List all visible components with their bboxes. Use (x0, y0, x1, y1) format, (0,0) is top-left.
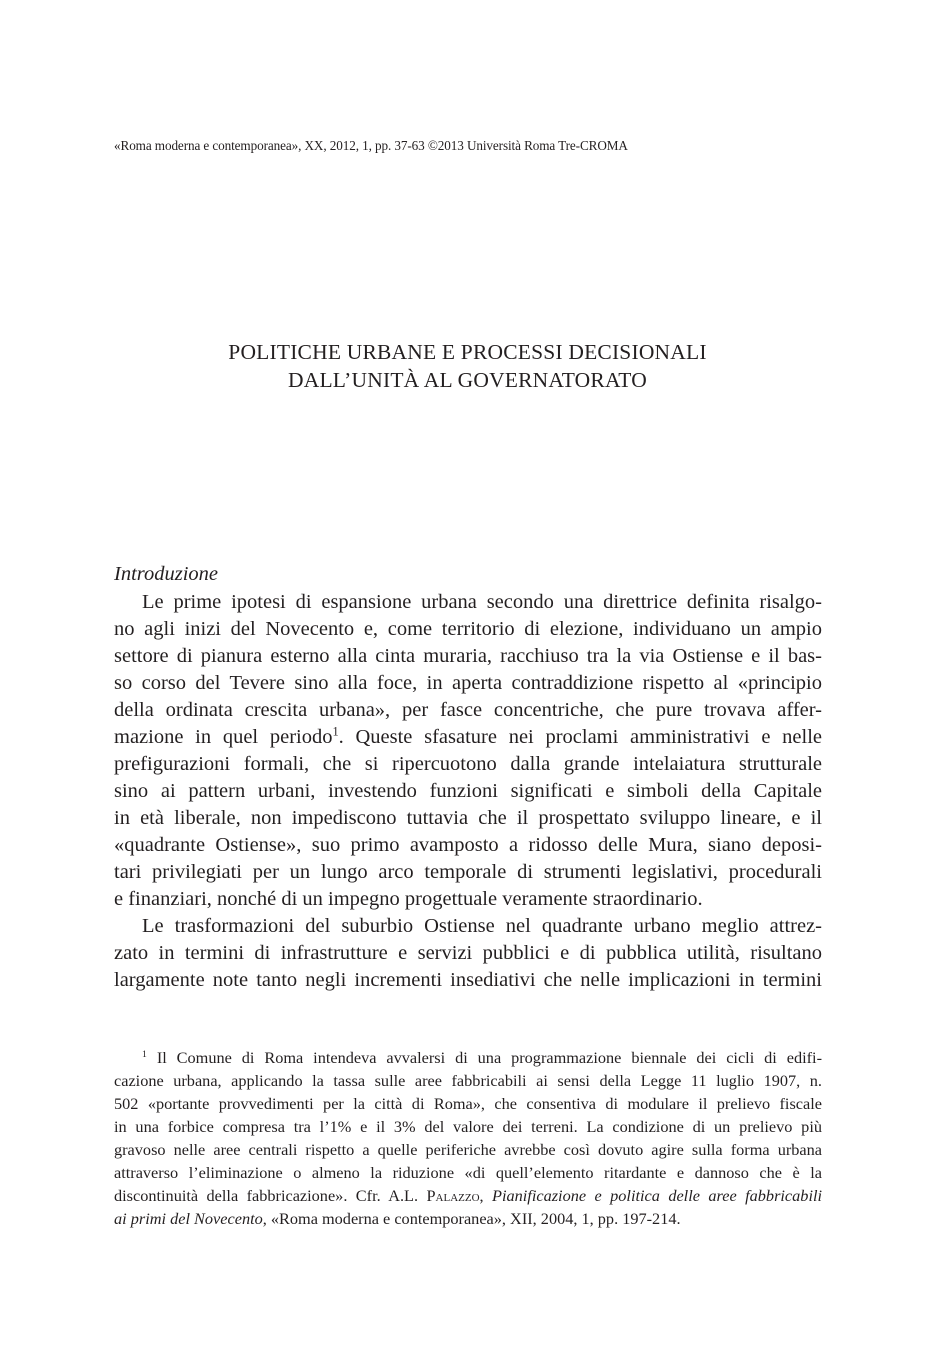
author-surname: Palazzo (426, 1186, 480, 1205)
journal-citation-header: «Roma moderna e contemporanea», XX, 2012, 1, pp. 37-63 ©2013 Università Roma Tre-CROMA (114, 138, 628, 153)
article-title-line-1: POLITICHE URBANE E PROCESSI DECISIONALI (228, 340, 707, 364)
body-line: no agli inizi del Novecento e, come territorio di elezione, individuano un ampio (114, 618, 822, 640)
body-line: tari privilegiati per un lungo arco temporale di strumenti legislativi, procedurali (114, 861, 822, 883)
cited-work-title: ai primi del Novecento (114, 1209, 263, 1228)
body-line: so corso del Tevere sino alla foce, in aperta contraddizione rispetto al «principio (114, 672, 822, 694)
body-text-span: . Queste sfasature nei proclami amministrativi e nelle (338, 726, 822, 748)
footnote-line (114, 1209, 822, 1229)
body-line: in età liberale, non impediscono tuttavia che il prospettato sviluppo lineare, e il (114, 807, 822, 829)
body-line-with-footnote-ref (114, 726, 822, 749)
article-title-line-2: DALL’UNITÀ AL GOVERNATORATO (288, 368, 647, 392)
footnote-line: cazione urbana, applicando la tassa sulle aree fabbricabili ai sensi della Legge 11 luglio 1907, n. (114, 1071, 822, 1090)
footnote-text-span: discontinuità della fabbricazione». Cfr. A.L. (114, 1186, 427, 1205)
footnote-number: 1 (142, 1049, 147, 1061)
footnote-line (142, 1048, 822, 1068)
footnote-text-span: Il Comune di Roma intendeva avvalersi di una programmazione biennale dei cicli di edifi- (146, 1048, 822, 1067)
footnote-line (114, 1186, 822, 1206)
section-heading: Introduzione (114, 563, 219, 585)
footnote-line: 502 «portante provvedimenti per la città di Roma», che consentiva di modulare il prelievo fiscale (114, 1094, 822, 1113)
body-line: Le prime ipotesi di espansione urbana secondo una direttrice definita risalgo- (142, 591, 822, 613)
footnote-line: in una forbice compresa tra l’1% e il 3% del valore dei terreni. La condizione di un prelievo più (114, 1117, 822, 1136)
body-line: prefigurazioni formali, che si ripercuotono dalla grande intelaiatura strutturale (114, 753, 822, 775)
footnote-line: attraverso l’eliminazione o almeno la riduzione «di quell’elemento ritardante e dannoso che è la (114, 1163, 822, 1182)
footnote-line: gravoso nelle aree centrali rispetto a quelle periferiche avrebbe così dovuto agire sulla forma urbana (114, 1140, 822, 1159)
footnote-text-span: , (479, 1186, 493, 1205)
body-text-span: mazione in quel periodo (114, 726, 333, 748)
body-line: «quadrante Ostiense», suo primo avamposto a ridosso delle Mura, siano deposi- (114, 834, 822, 856)
body-line: e finanziari, nonché di un impegno progettuale veramente straordinario. (114, 888, 703, 910)
cited-work-title: Pianificazione e politica delle aree fabbricabili (492, 1186, 823, 1205)
body-line: zato in termini di infrastrutture e servizi pubblici e di pubblica utilità, risultano (114, 942, 822, 964)
footnote-reference[interactable]: 1 (332, 724, 339, 739)
footnote-text-span: , «Roma moderna e contemporanea», XII, 2004, 1, pp. 197-214. (262, 1209, 681, 1228)
body-line: della ordinata crescita urbana», per fasce concentriche, che pure trovava affer- (114, 699, 822, 721)
body-line: sino ai pattern urbani, investendo funzioni significati e simboli della Capitale (114, 780, 822, 802)
body-line: largamente note tanto negli incrementi insediativi che nelle implicazioni in termini (114, 969, 822, 991)
body-line: Le trasformazioni del suburbio Ostiense nel quadrante urbano meglio attrez- (142, 915, 822, 937)
body-line: settore di pianura esterno alla cinta muraria, racchiuso tra la via Ostiense e il bas- (114, 645, 822, 667)
